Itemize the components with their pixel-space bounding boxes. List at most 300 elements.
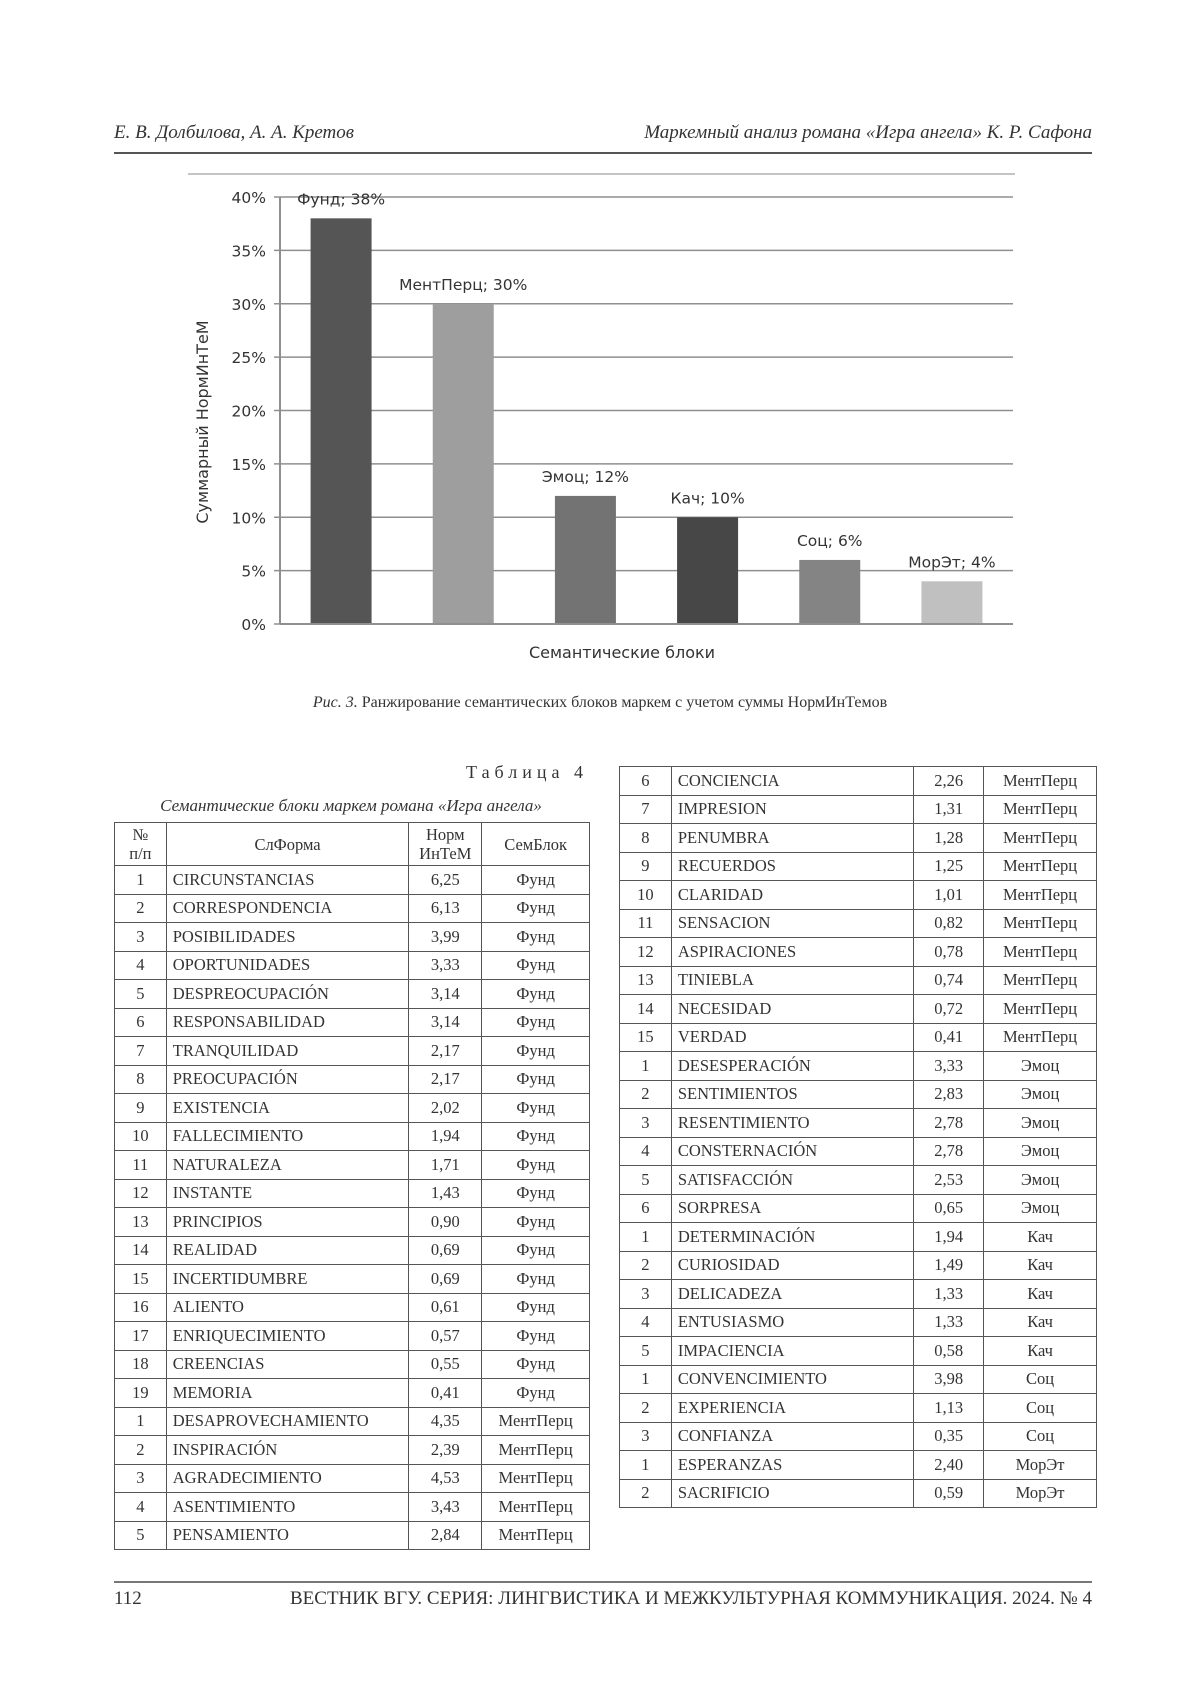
- row-value: 2,53: [914, 1166, 984, 1195]
- row-number: 4: [620, 1137, 672, 1166]
- row-number: 2: [620, 1479, 672, 1508]
- row-number: 4: [115, 951, 167, 980]
- row-word: REALIDAD: [166, 1236, 409, 1265]
- row-block: Соц: [984, 1365, 1097, 1394]
- row-number: 3: [115, 923, 167, 952]
- header-value: [409, 823, 482, 866]
- header-rule: [114, 152, 1092, 154]
- table-row: [115, 1322, 590, 1351]
- row-block: Фунд: [482, 1208, 590, 1237]
- row-word: PENUMBRA: [671, 824, 913, 853]
- row-word: CONVENCIMIENTO: [671, 1365, 913, 1394]
- row-block: Фунд: [482, 951, 590, 980]
- row-value: 2,17: [409, 1037, 482, 1066]
- header-word: СлФорма: [166, 823, 409, 866]
- row-block: Фунд: [482, 980, 590, 1009]
- row-number: 14: [620, 995, 672, 1024]
- y-tick-label: 30%: [231, 295, 266, 314]
- row-value: 3,33: [914, 1052, 984, 1081]
- table-row: [620, 795, 1097, 824]
- row-word: PENSAMIENTO: [166, 1521, 409, 1550]
- x-axis-title: Семантические блоки: [528, 643, 716, 662]
- row-value: 0,74: [914, 966, 984, 995]
- header-num: [115, 823, 167, 866]
- row-number: 6: [115, 1008, 167, 1037]
- authors: Е. В. Долбилова, А. А. Кретов: [114, 122, 355, 143]
- row-block: Фунд: [482, 923, 590, 952]
- table-row: [620, 1052, 1097, 1081]
- row-word: DETERMINACIÓN: [671, 1223, 913, 1252]
- row-value: 1,33: [914, 1308, 984, 1337]
- row-number: 11: [620, 909, 672, 938]
- table-row: [115, 1037, 590, 1066]
- y-tick-label: 10%: [231, 509, 266, 528]
- row-value: 6,25: [409, 866, 482, 895]
- row-block: МентПерц: [482, 1464, 590, 1493]
- row-word: TRANQUILIDAD: [166, 1037, 409, 1066]
- row-value: 0,69: [409, 1265, 482, 1294]
- row-block: Соц: [984, 1394, 1097, 1423]
- table-row: [620, 966, 1097, 995]
- row-number: 16: [115, 1293, 167, 1322]
- row-word: RECUERDOS: [671, 852, 913, 881]
- row-number: 1: [115, 1407, 167, 1436]
- chart-svg: [188, 172, 1015, 668]
- table-row: [115, 1151, 590, 1180]
- row-number: 1: [620, 1223, 672, 1252]
- row-value: 0,58: [914, 1337, 984, 1366]
- row-block: Фунд: [482, 1379, 590, 1408]
- row-value: 2,17: [409, 1065, 482, 1094]
- row-number: 9: [620, 852, 672, 881]
- row-word: OPORTUNIDADES: [166, 951, 409, 980]
- bar-chart: [188, 172, 1015, 668]
- table-row: [620, 1337, 1097, 1366]
- table-row: [620, 767, 1097, 796]
- row-value: 0,41: [914, 1023, 984, 1052]
- row-block: Кач: [984, 1251, 1097, 1280]
- table-row: [115, 1265, 590, 1294]
- table-row: [115, 923, 590, 952]
- row-block: МентПерц: [482, 1521, 590, 1550]
- row-number: 3: [115, 1464, 167, 1493]
- header-num-line2: п/п: [129, 844, 152, 863]
- table-row: [115, 951, 590, 980]
- row-number: 2: [115, 1436, 167, 1465]
- row-word: CURIOSIDAD: [671, 1251, 913, 1280]
- row-number: 6: [620, 1194, 672, 1223]
- figure-caption: [0, 694, 1200, 712]
- row-word: POSIBILIDADES: [166, 923, 409, 952]
- table-row: [115, 1350, 590, 1379]
- row-word: ENTUSIASMO: [671, 1308, 913, 1337]
- row-number: 7: [115, 1037, 167, 1066]
- row-block: Эмоц: [984, 1080, 1097, 1109]
- row-block: Фунд: [482, 1179, 590, 1208]
- row-number: 4: [115, 1493, 167, 1522]
- row-value: 3,33: [409, 951, 482, 980]
- table-right-body: [620, 767, 1097, 1508]
- row-value: 6,13: [409, 894, 482, 923]
- row-number: 2: [620, 1080, 672, 1109]
- row-block: Фунд: [482, 1065, 590, 1094]
- row-word: INSTANTE: [166, 1179, 409, 1208]
- row-block: Соц: [984, 1422, 1097, 1451]
- row-block: Фунд: [482, 1094, 590, 1123]
- table-row: [620, 1365, 1097, 1394]
- row-value: 0,55: [409, 1350, 482, 1379]
- table-row: [115, 1008, 590, 1037]
- row-block: МентПерц: [984, 938, 1097, 967]
- row-value: 0,41: [409, 1379, 482, 1408]
- row-number: 5: [115, 980, 167, 1009]
- row-block: Эмоц: [984, 1052, 1097, 1081]
- row-word: SENSACION: [671, 909, 913, 938]
- row-value: 3,14: [409, 1008, 482, 1037]
- row-word: FALLECIMIENTO: [166, 1122, 409, 1151]
- row-word: INCERTIDUMBRE: [166, 1265, 409, 1294]
- row-block: МентПерц: [984, 824, 1097, 853]
- row-block: Кач: [984, 1337, 1097, 1366]
- row-block: МорЭт: [984, 1451, 1097, 1480]
- header-value-line1: Норм: [425, 825, 465, 844]
- row-value: 3,98: [914, 1365, 984, 1394]
- table-row: [620, 881, 1097, 910]
- data-label: Эмоц; 12%: [541, 467, 629, 486]
- row-word: ESPERANZAS: [671, 1451, 913, 1480]
- row-value: 0,82: [914, 909, 984, 938]
- table-row: [115, 1379, 590, 1408]
- row-number: 1: [620, 1365, 672, 1394]
- table-row: [620, 1194, 1097, 1223]
- data-label: Фунд; 38%: [297, 190, 386, 209]
- row-number: 6: [620, 767, 672, 796]
- row-number: 18: [115, 1350, 167, 1379]
- data-label: Соц; 6%: [796, 531, 863, 550]
- table-row: [115, 980, 590, 1009]
- row-value: 4,53: [409, 1464, 482, 1493]
- row-block: Фунд: [482, 1008, 590, 1037]
- table-row: [620, 1080, 1097, 1109]
- row-number: 2: [620, 1251, 672, 1280]
- data-label: МентПерц; 30%: [399, 275, 528, 294]
- y-tick-label: 25%: [231, 349, 266, 368]
- row-number: 15: [115, 1265, 167, 1294]
- row-word: CORRESPONDENCIA: [166, 894, 409, 923]
- row-value: 0,65: [914, 1194, 984, 1223]
- row-number: 1: [620, 1451, 672, 1480]
- table-row: [115, 1065, 590, 1094]
- table-right: [619, 766, 1097, 1508]
- table-row: [115, 1407, 590, 1436]
- row-value: 0,78: [914, 938, 984, 967]
- row-word: RESPONSABILIDAD: [166, 1008, 409, 1037]
- row-block: Кач: [984, 1223, 1097, 1252]
- row-value: 2,83: [914, 1080, 984, 1109]
- row-value: 1,28: [914, 824, 984, 853]
- row-value: 1,31: [914, 795, 984, 824]
- row-block: Фунд: [482, 894, 590, 923]
- row-number: 5: [620, 1337, 672, 1366]
- row-block: Эмоц: [984, 1137, 1097, 1166]
- row-block: МентПерц: [482, 1436, 590, 1465]
- row-block: МентПерц: [984, 1023, 1097, 1052]
- row-number: 13: [620, 966, 672, 995]
- row-word: INSPIRACIÓN: [166, 1436, 409, 1465]
- y-axis-title: Суммарный НормИнТеМ: [193, 320, 212, 524]
- row-value: 2,78: [914, 1109, 984, 1138]
- row-number: 10: [115, 1122, 167, 1151]
- table-row: [620, 938, 1097, 967]
- row-value: 0,72: [914, 995, 984, 1024]
- row-value: 3,99: [409, 923, 482, 952]
- bar-МентПерц: [433, 304, 494, 624]
- table-row: [115, 1464, 590, 1493]
- row-number: 1: [620, 1052, 672, 1081]
- table-row: [115, 1179, 590, 1208]
- header-value-line2: ИнТеМ: [419, 844, 472, 863]
- row-word: EXPERIENCIA: [671, 1394, 913, 1423]
- table-row: [115, 1436, 590, 1465]
- journal-name: ВЕСТНИК ВГУ. СЕРИЯ: ЛИНГВИСТИКА И МЕЖКУЛЬТУРНАЯ КОММУНИКАЦИЯ. 2024. № 4: [290, 1588, 1092, 1609]
- row-block: Эмоц: [984, 1194, 1097, 1223]
- row-block: Фунд: [482, 1037, 590, 1066]
- table-row: [620, 1251, 1097, 1280]
- table-row: [115, 1208, 590, 1237]
- row-value: 2,78: [914, 1137, 984, 1166]
- row-word: ASENTIMIENTO: [166, 1493, 409, 1522]
- row-number: 8: [620, 824, 672, 853]
- bar-Фунд: [311, 218, 372, 624]
- row-word: ALIENTO: [166, 1293, 409, 1322]
- row-value: 0,35: [914, 1422, 984, 1451]
- y-tick-label: 15%: [231, 455, 266, 474]
- row-word: IMPACIENCIA: [671, 1337, 913, 1366]
- row-number: 8: [115, 1065, 167, 1094]
- row-block: МентПерц: [482, 1493, 590, 1522]
- row-word: DESESPERACIÓN: [671, 1052, 913, 1081]
- row-word: SENTIMIENTOS: [671, 1080, 913, 1109]
- row-word: IMPRESION: [671, 795, 913, 824]
- row-value: 1,49: [914, 1251, 984, 1280]
- row-number: 17: [115, 1322, 167, 1351]
- table-row: [620, 1109, 1097, 1138]
- row-word: MEMORIA: [166, 1379, 409, 1408]
- table-row: [115, 1293, 590, 1322]
- row-word: ENRIQUECIMIENTO: [166, 1322, 409, 1351]
- row-block: Фунд: [482, 1350, 590, 1379]
- row-block: МентПерц: [984, 852, 1097, 881]
- header-num-line1: №: [132, 825, 149, 844]
- row-block: МентПерц: [984, 881, 1097, 910]
- running-header: [114, 122, 1092, 152]
- row-value: 4,35: [409, 1407, 482, 1436]
- bar-Соц: [799, 560, 860, 624]
- bar-МорЭт: [921, 581, 982, 624]
- row-block: МентПерц: [984, 909, 1097, 938]
- row-value: 2,39: [409, 1436, 482, 1465]
- row-word: DELICADEZA: [671, 1280, 913, 1309]
- row-value: 2,84: [409, 1521, 482, 1550]
- row-word: SATISFACCIÓN: [671, 1166, 913, 1195]
- data-label: МорЭт; 4%: [908, 553, 996, 572]
- row-block: МентПерц: [984, 995, 1097, 1024]
- row-word: NECESIDAD: [671, 995, 913, 1024]
- footer-rule: [114, 1581, 1092, 1583]
- y-tick-label: 0%: [241, 616, 266, 634]
- row-value: 2,40: [914, 1451, 984, 1480]
- table-row: [115, 1122, 590, 1151]
- table-row: [620, 1023, 1097, 1052]
- row-word: TINIEBLA: [671, 966, 913, 995]
- y-tick-label: 40%: [231, 189, 266, 207]
- row-word: SORPRESA: [671, 1194, 913, 1223]
- row-value: 0,61: [409, 1293, 482, 1322]
- row-number: 19: [115, 1379, 167, 1408]
- row-value: 0,57: [409, 1322, 482, 1351]
- row-word: NATURALEZA: [166, 1151, 409, 1180]
- row-value: 3,14: [409, 980, 482, 1009]
- data-label: Кач; 10%: [670, 489, 745, 508]
- row-word: CLARIDAD: [671, 881, 913, 910]
- row-word: PRINCIPIOS: [166, 1208, 409, 1237]
- row-value: 1,13: [914, 1394, 984, 1423]
- table-row: [115, 1236, 590, 1265]
- row-number: 11: [115, 1151, 167, 1180]
- row-word: CONSTERNACIÓN: [671, 1137, 913, 1166]
- row-block: МентПерц: [482, 1407, 590, 1436]
- row-block: МентПерц: [984, 767, 1097, 796]
- bar-Эмоц: [555, 496, 616, 624]
- row-number: 10: [620, 881, 672, 910]
- row-block: Фунд: [482, 1293, 590, 1322]
- row-block: Фунд: [482, 1236, 590, 1265]
- row-value: 1,01: [914, 881, 984, 910]
- table-row: [620, 1308, 1097, 1337]
- table-row: [115, 866, 590, 895]
- row-number: 2: [620, 1394, 672, 1423]
- table-label: Таблица 4: [466, 762, 588, 782]
- row-value: 3,43: [409, 1493, 482, 1522]
- row-word: VERDAD: [671, 1023, 913, 1052]
- y-tick-label: 35%: [231, 242, 266, 261]
- figure-caption-text: Ранжирование семантических блоков маркем с учетом суммы НормИнТемов: [357, 694, 888, 711]
- row-number: 4: [620, 1308, 672, 1337]
- row-value: 1,94: [914, 1223, 984, 1252]
- row-number: 1: [115, 866, 167, 895]
- table-row: [620, 1479, 1097, 1508]
- row-word: RESENTIMIENTO: [671, 1109, 913, 1138]
- table-row: [620, 852, 1097, 881]
- row-number: 14: [115, 1236, 167, 1265]
- row-block: Эмоц: [984, 1109, 1097, 1138]
- row-word: AGRADECIMIENTO: [166, 1464, 409, 1493]
- row-block: Фунд: [482, 1322, 590, 1351]
- figure-caption-prefix: Рис. 3.: [312, 694, 358, 711]
- table-row: [620, 1422, 1097, 1451]
- row-block: МентПерц: [984, 966, 1097, 995]
- row-value: 0,90: [409, 1208, 482, 1237]
- row-number: 12: [115, 1179, 167, 1208]
- table-row: [620, 1280, 1097, 1309]
- table-left-body: [115, 866, 590, 1550]
- row-value: 1,33: [914, 1280, 984, 1309]
- row-block: Фунд: [482, 1151, 590, 1180]
- row-number: 12: [620, 938, 672, 967]
- row-number: 3: [620, 1109, 672, 1138]
- table-row: [620, 1451, 1097, 1480]
- row-word: EXISTENCIA: [166, 1094, 409, 1123]
- row-block: Эмоц: [984, 1166, 1097, 1195]
- row-block: Кач: [984, 1280, 1097, 1309]
- row-number: 3: [620, 1280, 672, 1309]
- row-block: Фунд: [482, 1265, 590, 1294]
- table-header-row: [115, 823, 590, 866]
- table-row: [620, 995, 1097, 1024]
- row-value: 1,43: [409, 1179, 482, 1208]
- row-number: 15: [620, 1023, 672, 1052]
- row-word: ASPIRACIONES: [671, 938, 913, 967]
- row-value: 1,25: [914, 852, 984, 881]
- row-word: PREOCUPACIÓN: [166, 1065, 409, 1094]
- table-row: [115, 1094, 590, 1123]
- row-word: SACRIFICIO: [671, 1479, 913, 1508]
- row-value: 1,71: [409, 1151, 482, 1180]
- table-left: [114, 822, 590, 1550]
- row-block: МорЭт: [984, 1479, 1097, 1508]
- row-value: 0,59: [914, 1479, 984, 1508]
- row-block: Фунд: [482, 1122, 590, 1151]
- row-number: 13: [115, 1208, 167, 1237]
- row-block: Фунд: [482, 866, 590, 895]
- row-number: 7: [620, 795, 672, 824]
- row-block: МентПерц: [984, 795, 1097, 824]
- row-number: 2: [115, 894, 167, 923]
- article-title: Маркемный анализ романа «Игра ангела» К. Р. Сафона: [644, 122, 1092, 143]
- row-word: DESPREOCUPACIÓN: [166, 980, 409, 1009]
- page-footer: [114, 1588, 1092, 1614]
- row-word: DESAPROVECHAMIENTO: [166, 1407, 409, 1436]
- table-row: [620, 909, 1097, 938]
- row-number: 5: [620, 1166, 672, 1195]
- row-word: CREENCIAS: [166, 1350, 409, 1379]
- table-row: [115, 1493, 590, 1522]
- y-tick-label: 20%: [231, 402, 266, 421]
- row-value: 2,02: [409, 1094, 482, 1123]
- row-value: 2,26: [914, 767, 984, 796]
- row-block: Кач: [984, 1308, 1097, 1337]
- table-title: Семантические блоки маркем романа «Игра ангела»: [160, 796, 542, 815]
- row-value: 0,69: [409, 1236, 482, 1265]
- row-word: CONCIENCIA: [671, 767, 913, 796]
- header-block: СемБлок: [482, 823, 590, 866]
- page-number: 112: [114, 1588, 142, 1609]
- table-row: [620, 1394, 1097, 1423]
- bar-Кач: [677, 517, 738, 624]
- row-number: 5: [115, 1521, 167, 1550]
- row-word: CIRCUNSTANCIAS: [166, 866, 409, 895]
- table-row: [620, 1166, 1097, 1195]
- table-row: [115, 1521, 590, 1550]
- table-row: [115, 894, 590, 923]
- y-tick-label: 5%: [241, 562, 266, 581]
- row-value: 1,94: [409, 1122, 482, 1151]
- table-row: [620, 1223, 1097, 1252]
- row-number: 9: [115, 1094, 167, 1123]
- row-number: 3: [620, 1422, 672, 1451]
- table-row: [620, 1137, 1097, 1166]
- row-word: CONFIANZA: [671, 1422, 913, 1451]
